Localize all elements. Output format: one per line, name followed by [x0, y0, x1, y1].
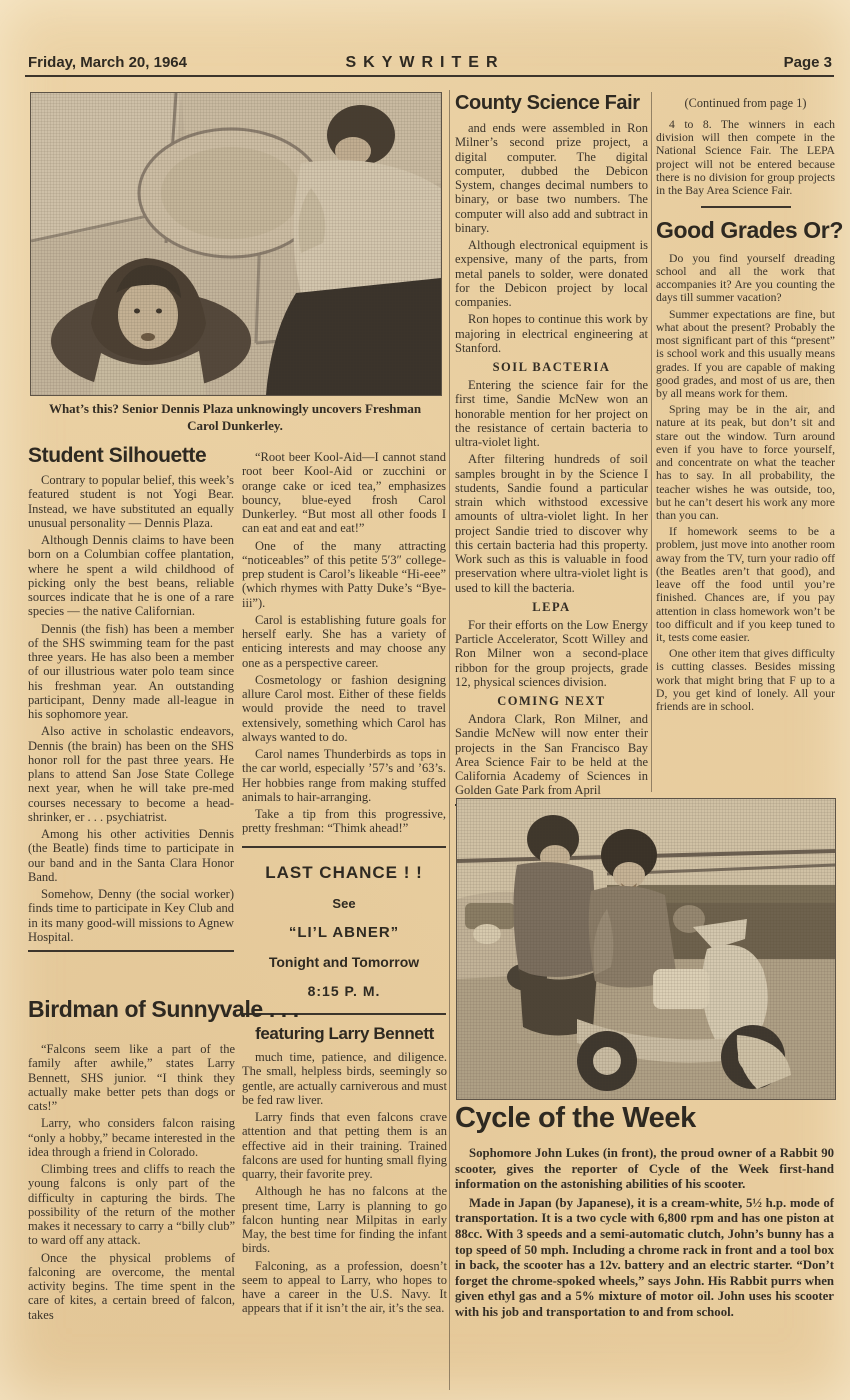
paragraph: For their efforts on the Low Energy Particle Accelerator, Scott Willey and Ron Milner won a second-place ribbon for the group projects, grade 12, physical sciences division.	[455, 617, 648, 689]
paragraph: Climbing trees and cliffs to reach the young falcons is only part of the difficulty in capturing the birds. The possibility of the return of the mother makes it necessary to carry a “billy club” to ward off any attack.	[28, 1162, 235, 1248]
paragraph: “Falcons seem like a part of the family after awhile,” states Larry Bennett, SHS junior. “I think they actually make better pets than dogs or cats!”	[28, 1042, 235, 1113]
article-title-cycle-of-the-week: Cycle of the Week	[455, 1102, 696, 1134]
section-rule	[28, 950, 234, 952]
paragraph: Take a tip from this progressive, pretty freshman: “Thimk ahead!”	[242, 807, 446, 836]
ad-line-title: “LI’L ABNER”	[288, 923, 400, 941]
lil-abner-notice	[242, 846, 446, 1015]
column-divider-rule	[651, 92, 652, 792]
photo-scooter-illustration	[457, 799, 835, 1099]
article-title-county-science-fair: County Science Fair	[455, 92, 640, 114]
subhead-featuring-larry-bennett: featuring Larry Bennett	[255, 1024, 434, 1043]
paragraph: 4 to 8. The winners in each division will then compete in the National Science Fair. The LEPA project will not be entered because there is no division for group projects in the Bay Area Science Fair.	[656, 118, 835, 198]
paragraph: Summer expectations are fine, but what about the present? Probably the most significant part of this “present” is school work and this usually means grades. If you are capable of making good grades, and most of us are, then by all means work for them.	[656, 307, 835, 400]
ad-line-dates: Tonight and Tomorrow	[268, 953, 420, 970]
article-county-science-fair	[455, 92, 648, 806]
photo-dennis-carol-illustration	[31, 93, 441, 395]
article-carol-profile	[242, 450, 446, 1015]
paragraph: Carol is establishing future goals for herself early. She has a variety of enticing interests and may choose any one as a perspective career.	[242, 612, 446, 670]
header-date: Friday, March 20, 1964	[28, 54, 187, 71]
paragraph: Sophomore John Lukes (in front), the proud owner of a Rabbit 90 scooter, gives the reporter of Cycle of the Week first-hand information on the astonishing abilities of his scooter.	[455, 1146, 834, 1192]
paragraph: Although he has no falcons at the present time, Larry is planning to go falcon hunting near Milpitas in early May, the best time for finding the infant birds.	[242, 1184, 447, 1256]
paragraph: Do you find yourself dreading school and all the work that accompanies it? Are you counting the days till summer vacation?	[656, 251, 835, 305]
paragraph: Although electronical equipment is expensive, many of the parts, from metal panels to solder, were donated for the Debicon project by local companies.	[455, 238, 648, 309]
masthead-title: SKYWRITER	[345, 54, 505, 71]
header-rule	[25, 75, 834, 77]
article-student-silhouette	[28, 444, 234, 952]
paragraph: Contrary to popular belief, this week’s featured student is not Yogi Bear. Instead, we have substituted an equally unusual personality — Dennis Plaza.	[28, 473, 234, 530]
article-birdman-left-column	[28, 1042, 235, 1325]
paragraph: Made in Japan (by Japanese), it is a cream-white, 5½ h.p. mode of transportation. It is a two cycle with 6,800 rpm and has one piston at 88cc. With 3 speeds and a semi-automatic clutch, John’s bunny has a top speed of 50 mph. Including a chrome rack in front and a tool box in back, the scooter has a 12v. battery and an electric starter. “Don’t forget the chrome-spoked wheels,” says John. His Rabbit purrs when given ethyl gas and a 5% mixture of motor oil. John uses his scooter with his job and transportation to and from school.	[455, 1195, 834, 1320]
paragraph: Andora Clark, Ron Milner, and Sandie McNew will now enter their projects in the San Francisco Bay Area Science Fair to be held at the California Academy of Sciences in Golden Gate Park from April	[455, 712, 648, 798]
paragraph: Larry, who considers falcon raising “only a hobby,” became interested in the idea through a friend in Colorado.	[28, 1116, 235, 1159]
paragraph: Larry finds that even falcons crave attention and that petting them is an effective aid in their training. Trained falcons are used for hunting small flying quarry, their favorite prey.	[242, 1110, 447, 1181]
article-title-birdman: Birdman of Sunnyvale . . .	[28, 996, 299, 1022]
photo-dennis-carol	[30, 92, 442, 396]
paragraph: Ron hopes to continue this work by majoring in electrical engineering at Stanford.	[455, 312, 648, 355]
ad-line-see: See	[332, 895, 356, 911]
paragraph: Somehow, Denny (the social worker) finds time to participate in Key Club and in its many good-will missions to Agnew Hospital.	[28, 887, 234, 944]
subhead-lepa: LEPA	[532, 599, 571, 614]
paragraph: One of the many attracting “noticeables” of this petite 5′3″ college-prep student is Carol’s likeable “Hi-eee” (which rhymes with Patty Duke’s “Bye-iii”).	[242, 538, 446, 610]
paragraph: Dennis (the fish) has been a member of the SHS swimming team for the past three years. He has also been a member of our illustrious water polo team since his freshman year. An outstanding participant, Denny made all-league in his sophomore year.	[28, 621, 234, 721]
paragraph: After filtering hundreds of soil samples brought in by the Science I students, Sandie found a particular strain which withstood excessive amounts of ultra-violet light. In her project Sandie tried to discover why this certain bacteria had this property. Work such as this is valuable in food preservation where ultra-violet light is used to kill the bacteria.	[455, 452, 648, 595]
paragraph: Spring may be in the air, and nature at its peak, but don’t sit and stare out the window. Turn around even if you have to force yourself, and concentrate on what the teacher has to say. In all probability, the teacher wishes he was outside, too, but he can’t desert his work any more than you can.	[656, 403, 835, 522]
paragraph: Falconing, as a profession, doesn’t seem to appeal to Larry, who hopes to have a career in the U.S. Navy. It appears that if it isn’t the air, it’s the sea.	[242, 1258, 447, 1316]
paragraph: Once the physical problems of falconing are overcome, the mental activity begins. The time spent in the care of kites, a certain breed of falcon, takes	[28, 1250, 235, 1322]
header-page-number: Page 3	[783, 54, 832, 71]
article-birdman-right-column	[242, 1024, 447, 1319]
paragraph: Also active in scholastic endeavors, Dennis (the brain) has been on the SHS honor roll for the past three years. He plans to attend San Jose State College next year, when he will take pre-med courses necessary to become a head-shrinker, er . . . psychiatrist.	[28, 724, 234, 824]
article-cycle-of-the-week	[455, 1146, 834, 1324]
photo-scooter	[456, 798, 836, 1100]
section-rule	[701, 206, 791, 208]
paragraph: Carol names Thunderbirds as tops in the car world, especially ’57’s and ’63’s. Her hobbies range from making stuffed animals to hair-arranging.	[242, 747, 446, 804]
article-title-good-grades: Good Grades Or?	[656, 216, 843, 243]
paragraph: Although Dennis claims to have been born on a Columbian coffee plantation, where he spent a wild childhood of picking only the best beans, reliable sources indicate that he is one of a rare species — the native Californian.	[28, 533, 234, 619]
paragraph: If homework seems to be a problem, just move into another room away from the TV, turn your radio off (the Beatles aren’t that good), and leave off the food until you’re finished. Chances are, if you pay attention in class homework won’t be too difficult and if you keep tuned to it, tests come easier.	[656, 525, 835, 644]
paragraph: Among his other activities Dennis (the Beatle) finds time to participate in our band and in the Santa Clara Honor Band.	[28, 827, 234, 884]
paragraph: Entering the science fair for the first time, Sandie McNew won an honorable mention for her project on the resistance of certain bacteria to ultra-violet light.	[455, 378, 648, 449]
ad-line-time: 8:15 P. M.	[307, 982, 381, 999]
paragraph: and ends were assembled in Ron Milner’s second prize project, a digital computer. The digital computer, dubbed the Debicon System, changes decimal numbers to binary, or base two numbers. The computer will also add and subtract in binary.	[455, 121, 648, 235]
article-good-grades	[656, 96, 843, 716]
paragraph: One other item that gives difficulty is cutting classes. Besides missing work that might bring that F up to a D, you get kind of lonely. All your friends are in school.	[656, 647, 835, 714]
column-divider-rule	[449, 90, 450, 1390]
subhead-coming-next: COMING NEXT	[497, 694, 606, 708]
ad-line-last-chance: LAST CHANCE ! !	[265, 862, 423, 882]
paragraph: “Root beer Kool-Aid—I cannot stand root beer Kool-Aid or zucchini or orange cake or iced tea,” emphasizes bouncy, blue-eyed frosh Carol Dunkerley. “But most all other foods I can eat and eat and eat!”	[242, 450, 446, 536]
subhead-soil-bacteria: SOIL BACTERIA	[492, 360, 611, 374]
photo-caption: What’s this? Senior Dennis Plaza unknowingly uncovers Freshman Carol Dunkerley.	[48, 401, 422, 433]
paragraph: Cosmetology or fashion designing allure Carol most. Either of these fields would provide the need to travel extensively, something which Carol has always wanted to do.	[242, 672, 446, 744]
article-title-student-silhouette: Student Silhouette	[28, 444, 207, 467]
paragraph: much time, patience, and diligence. The small, helpless birds, seemingly so gentle, are actually carniverous and must be fed raw liver.	[242, 1050, 447, 1107]
continued-label: (Continued from page 1)	[684, 96, 807, 110]
